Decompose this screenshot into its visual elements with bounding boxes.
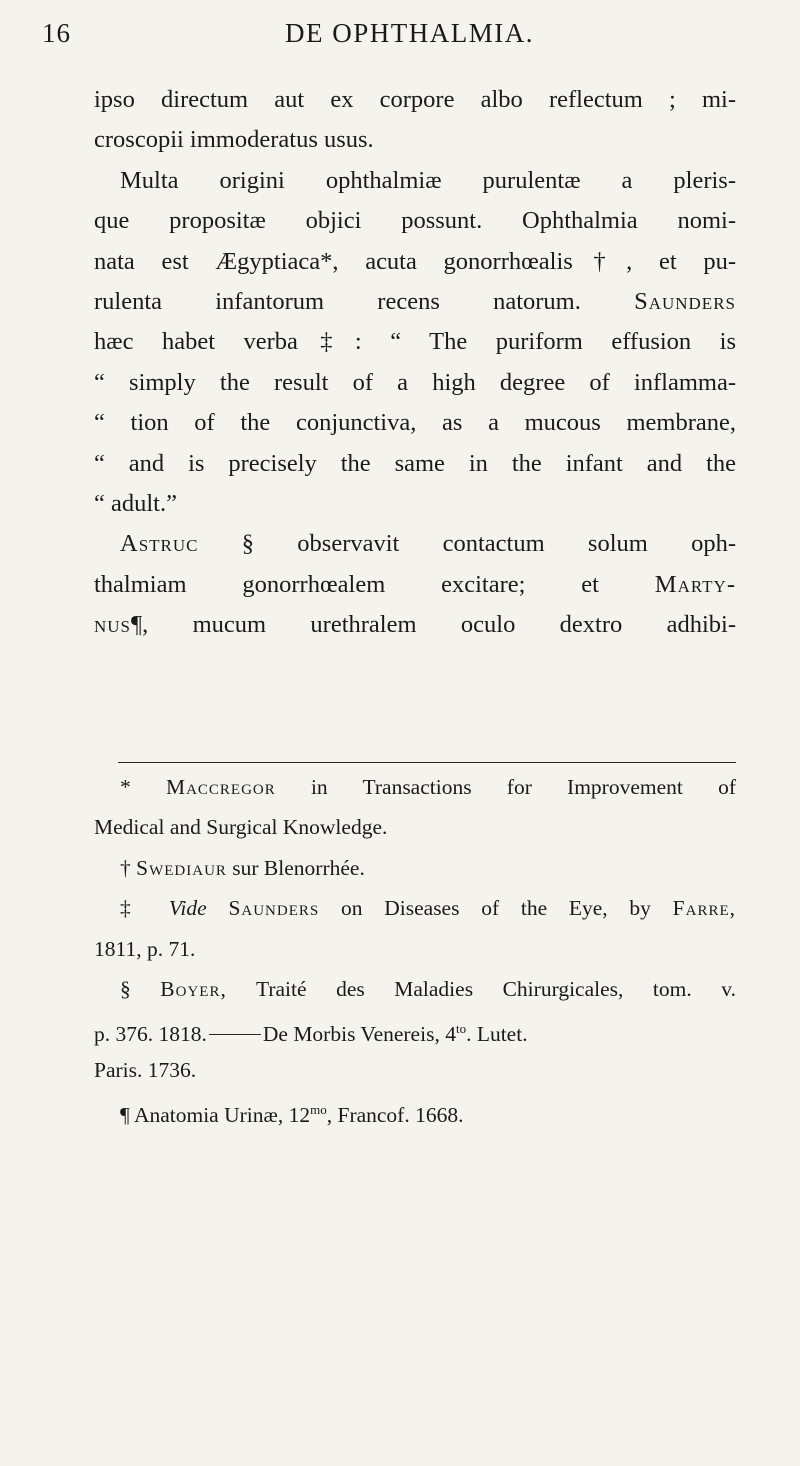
- footnote-3-line-2: 1811, p. 71.: [94, 936, 196, 961]
- text-line-13: [94, 565, 736, 605]
- text-line-13-main: thalmiam gonorrhœalem excitare; et: [94, 570, 599, 598]
- footnote-1: [94, 770, 736, 810]
- footnote-3-author: Saunders: [228, 896, 320, 921]
- footnote-2: [94, 851, 736, 891]
- text-line-5: nata est Ægyptiaca*, acuta gonorrhœalis†, et pu-: [94, 247, 736, 275]
- text-line-10: “ and is precisely the same in the infant and the: [94, 449, 736, 477]
- text-line-4: que propositæ objici possunt. Ophthalmia nomi-: [94, 207, 736, 235]
- running-head: DE OPHTHALMIA.: [285, 18, 534, 48]
- footnote-2-author: Swediaur: [136, 855, 227, 880]
- footnote-5-mark: ¶: [120, 1103, 130, 1128]
- footnote-4-line-2b: De Morbis Venereis, 4: [262, 1022, 456, 1047]
- author-martynus-part2: nus: [94, 611, 132, 639]
- footnote-5-text: Anatomia Urinæ, 12: [129, 1103, 311, 1128]
- text-line-8: “ simply the result of a high degree of inflamma-: [94, 368, 736, 396]
- footnote-4-superscript: to: [455, 1021, 467, 1037]
- footnote-5: [94, 1093, 736, 1133]
- text-line-6: [94, 282, 736, 322]
- footnote-3-text: on Diseases of the Eye, by: [319, 896, 673, 921]
- text-line-3: Multa origini ophthalmiæ purulentæ a pleris-: [120, 166, 736, 194]
- text-line-6-main: rulenta infantorum recens natorum.: [94, 287, 581, 315]
- author-astruc: Astruc: [120, 530, 199, 558]
- footnote-5-superscript: mo: [310, 1102, 327, 1118]
- footnote-4-author: Boyer,: [160, 976, 227, 1001]
- text-line-7: hæc habet verba‡: “ The puriform effusion is: [94, 328, 736, 356]
- footnote-rule: [118, 762, 736, 763]
- footnote-3-author-2: Farre,: [672, 896, 737, 921]
- footnote-4: [94, 972, 736, 1012]
- page-header: [30, 14, 770, 54]
- text-line-11: “ adult.”: [94, 489, 177, 517]
- footnote-2-text: sur Blenorrhée.: [226, 855, 365, 880]
- author-martynus-part1: Marty-: [654, 570, 736, 598]
- text-line-14: [94, 605, 736, 645]
- footnote-1-line-2: Medical and Surgical Knowledge.: [94, 815, 388, 840]
- footnote-4-line-2a: p. 376. 1818.: [94, 1022, 207, 1047]
- text-line-14-main: ¶, mucum urethralem oculo dextro adhibi-: [131, 611, 736, 639]
- footnote-4-mark: §: [120, 976, 131, 1001]
- em-rule: [209, 1034, 261, 1035]
- text-line-12-main: § observavit contactum solum oph-: [198, 530, 736, 558]
- author-saunders: Saunders: [634, 287, 736, 315]
- footnotes: [94, 770, 736, 1134]
- footnote-3: [94, 891, 736, 931]
- footnote-2-mark: †: [120, 855, 131, 880]
- footnote-4-text: Traité des Maladies Chirurgicales, tom. v.: [226, 976, 737, 1001]
- footnote-3-mark: ‡: [120, 896, 148, 921]
- footnote-1-mark: *: [120, 775, 131, 799]
- footnote-1-text: in Transactions for Improvement of: [275, 775, 736, 799]
- text-line-2: croscopii immoderatus usus.: [94, 126, 374, 154]
- page-number: 16: [42, 18, 71, 48]
- footnote-3-vide: Vide: [168, 896, 207, 921]
- footnote-4-line-2: [94, 1012, 736, 1052]
- text-line-1: ipso directum aut ex corpore albo reflectum ; mi-: [94, 86, 736, 113]
- footnote-5-tail: , Francof. 1668.: [326, 1103, 464, 1128]
- footnote-4-line-2c: . Lutet.: [466, 1022, 528, 1047]
- footnote-4-line-3: Paris. 1736.: [94, 1057, 197, 1082]
- footnote-1-author: Maccregor: [165, 775, 276, 799]
- text-line-9: “ tion of the conjunctiva, as a mucous membrane,: [94, 409, 736, 437]
- text-line-12: [94, 524, 736, 564]
- main-text: [94, 80, 736, 645]
